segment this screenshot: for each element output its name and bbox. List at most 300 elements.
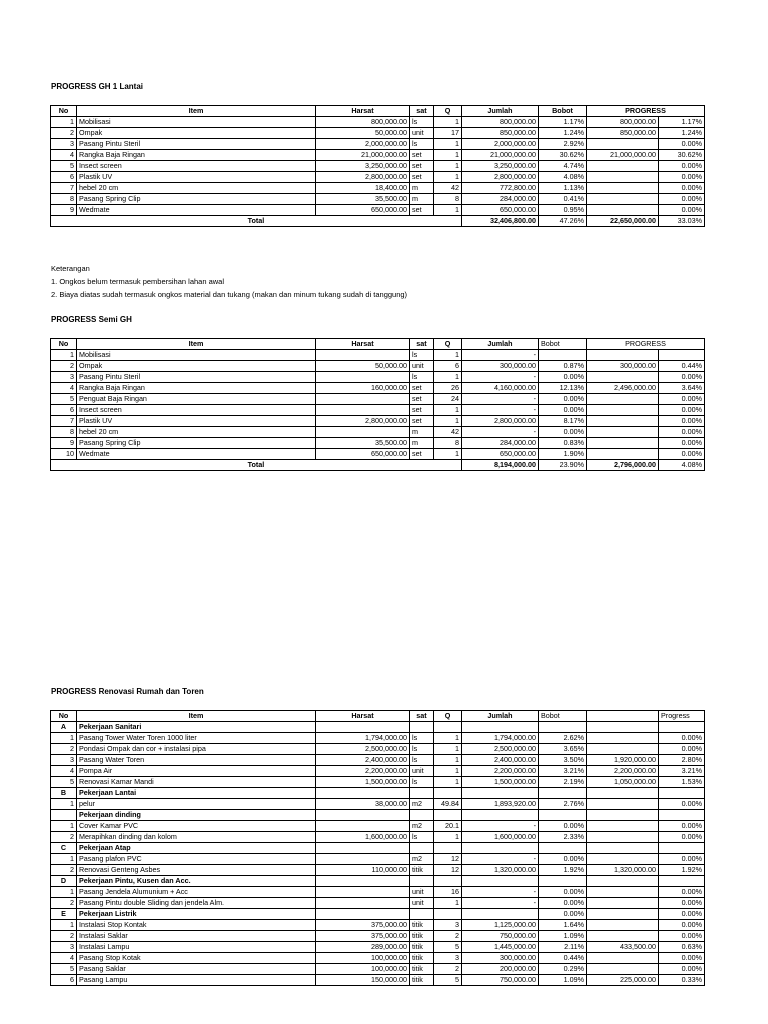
cell-harsat: 35,500.00 [316,438,410,449]
cell-jumlah: - [462,405,539,416]
cell-progress-pct [659,876,705,887]
cell-no: 1 [51,854,77,865]
cell-jumlah: 1,794,000.00 [462,733,539,744]
cell-harsat: 2,800,000.00 [316,416,410,427]
cell-q: 42 [434,427,462,438]
header-harsat: Harsat [316,339,410,350]
cell-no: 2 [51,898,77,909]
cell-harsat [316,854,410,865]
cell-q: 20.1 [434,821,462,832]
cell-bobot: 12.13% [539,383,587,394]
cell-bobot: 0.00% [539,427,587,438]
cell-sat: set [410,172,434,183]
cell-sat [410,909,434,920]
table-row [51,975,705,986]
cell-no: 5 [51,161,77,172]
cell-jumlah [462,876,539,887]
cell-progress-amount [587,909,659,920]
table-row [51,898,705,909]
cell-sat: set [410,405,434,416]
table-row [51,854,705,865]
cell-progress-pct [659,350,705,361]
header-jumlah: Jumlah [462,711,539,722]
cell-q: 1 [434,744,462,755]
cell-progress-pct: 1.92% [659,865,705,876]
cell-item: Pasang Pintu Steril [77,139,316,150]
cell-sat: unit [410,361,434,372]
cell-harsat: 21,000,000.00 [316,150,410,161]
total-bobot: 23.90% [539,460,587,471]
cell-progress-amount [587,405,659,416]
cell-harsat: 100,000.00 [316,964,410,975]
cell-harsat [316,405,410,416]
cell-no: 6 [51,975,77,986]
cell-sat: ls [410,832,434,843]
table-row [51,865,705,876]
cell-item: Merapihkan dinding dan kolom [77,832,316,843]
cell-harsat: 38,000.00 [316,799,410,810]
cell-no: 1 [51,799,77,810]
cell-bobot [539,788,587,799]
cell-no: 4 [51,953,77,964]
table-row [51,383,705,394]
table-row [51,427,705,438]
table-row [51,931,705,942]
cell-jumlah: 1,320,000.00 [462,865,539,876]
cell-q: 17 [434,128,462,139]
reno-table [50,710,705,986]
cell-q: 26 [434,383,462,394]
cell-sat [410,843,434,854]
table-row [51,150,705,161]
cell-jumlah [462,909,539,920]
cell-no: 1 [51,350,77,361]
cell-jumlah: 850,000.00 [462,128,539,139]
cell-q: 1 [434,139,462,150]
cell-harsat: 50,000.00 [316,128,410,139]
cell-q: 16 [434,887,462,898]
cell-harsat [316,372,410,383]
cell-jumlah: 2,400,000.00 [462,755,539,766]
table-row [51,172,705,183]
cell-q: 8 [434,438,462,449]
cell-harsat: 2,000,000.00 [316,139,410,150]
cell-progress-pct: 30.62% [659,150,705,161]
total-pct: 33.03% [659,216,705,227]
cell-q: 1 [434,733,462,744]
cell-harsat: 2,800,000.00 [316,172,410,183]
table-row [51,128,705,139]
cell-bobot: 4.08% [539,172,587,183]
cell-no: 7 [51,416,77,427]
cell-progress-pct: 3.64% [659,383,705,394]
cell-jumlah: - [462,372,539,383]
cell-section-title: Pekerjaan Lantai [77,788,316,799]
cell-jumlah: 2,800,000.00 [462,416,539,427]
cell-sat: titik [410,920,434,931]
cell-item: Instalasi Saklar [77,931,316,942]
header-q: Q [434,711,462,722]
cell-progress-amount: 850,000.00 [587,128,659,139]
cell-q: 12 [434,865,462,876]
cell-progress-amount [587,898,659,909]
cell-jumlah: 2,000,000.00 [462,139,539,150]
cell-item: Instalasi Lampu [77,942,316,953]
cell-no: 1 [51,117,77,128]
table-row [51,799,705,810]
cell-progress-amount [587,810,659,821]
cell-sat: set [410,449,434,460]
cell-sat: ls [410,372,434,383]
cell-item: Pondasi Ompak dan cor + instalasi pipa [77,744,316,755]
cell-sat: ls [410,777,434,788]
header-no: No [51,339,77,350]
cell-progress-amount [587,744,659,755]
cell-progress-pct: 0.00% [659,744,705,755]
cell-jumlah: 300,000.00 [462,361,539,372]
cell-progress-pct: 0.00% [659,909,705,920]
cell-no: 3 [51,372,77,383]
cell-harsat: 1,500,000.00 [316,777,410,788]
header-row [51,106,705,117]
cell-item: Pasang Jendela Alumunium + Acc [77,887,316,898]
cell-bobot: 2.76% [539,799,587,810]
cell-progress-pct: 0.00% [659,183,705,194]
cell-q: 2 [434,931,462,942]
cell-progress-amount [587,139,659,150]
cell-progress-amount [587,799,659,810]
cell-section: E [51,909,77,920]
cell-progress-pct: 0.00% [659,733,705,744]
cell-progress-pct: 3.21% [659,766,705,777]
cell-item: Rangka Baja Ringan [77,150,316,161]
cell-jumlah: 1,600,000.00 [462,832,539,843]
cell-no: 2 [51,832,77,843]
cell-sat: m [410,427,434,438]
cell-section: D [51,876,77,887]
cell-jumlah: - [462,350,539,361]
table-row [51,117,705,128]
cell-jumlah: 2,200,000.00 [462,766,539,777]
section-row [51,810,705,821]
cell-item: Mobilisasi [77,117,316,128]
cell-bobot [539,810,587,821]
header-q: Q [434,339,462,350]
table-row [51,832,705,843]
header-progress: PROGRESS [587,106,705,117]
cell-sat: m2 [410,821,434,832]
cell-jumlah: 1,500,000.00 [462,777,539,788]
cell-q: 1 [434,416,462,427]
cell-progress-amount [587,722,659,733]
cell-progress-pct: 0.00% [659,139,705,150]
header-row [51,711,705,722]
cell-sat: titik [410,975,434,986]
cell-item: Wedmate [77,205,316,216]
cell-sat: titik [410,953,434,964]
table-row [51,755,705,766]
cell-sat: set [410,150,434,161]
cell-sat: set [410,383,434,394]
cell-progress-pct [659,722,705,733]
cell-progress-pct: 0.00% [659,854,705,865]
total-label: Total [51,216,462,227]
cell-no: 7 [51,183,77,194]
cell-sat: ls [410,117,434,128]
cell-progress-pct [659,810,705,821]
header-bobot: Bobot [539,339,587,350]
header-item: Item [77,339,316,350]
cell-bobot [539,722,587,733]
cell-q: 5 [434,975,462,986]
cell-progress-amount: 433,500.00 [587,942,659,953]
cell-progress-amount: 300,000.00 [587,361,659,372]
cell-bobot: 1.13% [539,183,587,194]
cell-q: 2 [434,964,462,975]
cell-q: 5 [434,942,462,953]
table-row [51,766,705,777]
cell-sat: set [410,161,434,172]
cell-progress-amount [587,205,659,216]
semi-table [50,338,705,471]
cell-section-title: Pekerjaan Listrik [77,909,316,920]
cell-sat: titik [410,865,434,876]
cell-item: Insect screen [77,405,316,416]
cell-q: 1 [434,372,462,383]
cell-progress-pct: 0.44% [659,361,705,372]
cell-jumlah [462,788,539,799]
cell-item: Pasang Spring Clip [77,194,316,205]
cell-bobot: 0.00% [539,394,587,405]
cell-item: Instalasi Stop Kontak [77,920,316,931]
cell-harsat: 50,000.00 [316,361,410,372]
cell-item: hebel 20 cm [77,427,316,438]
cell-harsat: 150,000.00 [316,975,410,986]
cell-sat [410,810,434,821]
cell-no: 5 [51,394,77,405]
cell-sat: titik [410,942,434,953]
cell-progress-amount [587,920,659,931]
table-row [51,887,705,898]
cell-progress-pct: 0.00% [659,161,705,172]
total-progress: 22,650,000.00 [587,216,659,227]
header-jumlah: Jumlah [462,339,539,350]
cell-sat: m [410,194,434,205]
cell-item: Plastik UV [77,416,316,427]
cell-jumlah [462,843,539,854]
cell-item: Rangka Baja Ringan [77,383,316,394]
cell-q: 24 [434,394,462,405]
cell-progress-amount [587,733,659,744]
cell-bobot: 0.00% [539,909,587,920]
cell-no: 10 [51,449,77,460]
cell-harsat [316,887,410,898]
cell-section [51,810,77,821]
cell-progress-pct: 0.00% [659,887,705,898]
cell-progress-pct: 0.00% [659,920,705,931]
cell-sat: set [410,416,434,427]
cell-progress-amount [587,876,659,887]
cell-sat: set [410,394,434,405]
header-harsat: Harsat [316,711,410,722]
cell-section: A [51,722,77,733]
cell-no: 1 [51,733,77,744]
reno-title: PROGRESS Renovasi Rumah dan Toren [51,687,204,696]
cell-bobot: 2.33% [539,832,587,843]
cell-bobot: 1.24% [539,128,587,139]
cell-no: 4 [51,150,77,161]
table-row [51,920,705,931]
cell-harsat [316,810,410,821]
cell-harsat: 2,400,000.00 [316,755,410,766]
section-row [51,876,705,887]
cell-progress-pct: 0.00% [659,931,705,942]
cell-progress-pct: 0.00% [659,821,705,832]
cell-progress-amount [587,953,659,964]
cell-section-title: Pekerjaan Atap [77,843,316,854]
cell-jumlah: 772,800.00 [462,183,539,194]
cell-progress-amount: 1,050,000.00 [587,777,659,788]
cell-q: 1 [434,832,462,843]
cell-progress-pct: 1.24% [659,128,705,139]
cell-sat: unit [410,128,434,139]
cell-q [434,843,462,854]
cell-harsat [316,427,410,438]
cell-harsat: 375,000.00 [316,920,410,931]
cell-item: Pasang Pintu Steril [77,372,316,383]
cell-progress-pct: 0.00% [659,172,705,183]
cell-progress-amount [587,416,659,427]
cell-q: 1 [434,172,462,183]
table-row [51,953,705,964]
cell-bobot: 0.00% [539,887,587,898]
cell-progress-amount [587,194,659,205]
cell-q [434,876,462,887]
cell-sat: ls [410,755,434,766]
gh1-table [50,105,705,227]
cell-bobot [539,843,587,854]
cell-jumlah: - [462,887,539,898]
table-row [51,416,705,427]
cell-sat: ls [410,733,434,744]
header-sat: sat [410,339,434,350]
table-row [51,183,705,194]
cell-progress-amount: 2,496,000.00 [587,383,659,394]
cell-section-title: Pekerjaan Sanitari [77,722,316,733]
section-row [51,909,705,920]
cell-progress-amount [587,394,659,405]
cell-progress-pct: 0.00% [659,438,705,449]
cell-progress-amount [587,843,659,854]
cell-q: 1 [434,777,462,788]
cell-progress-pct: 0.33% [659,975,705,986]
table-row [51,350,705,361]
cell-no: 9 [51,205,77,216]
cell-sat: m2 [410,854,434,865]
cell-q [434,810,462,821]
cell-progress-pct: 0.00% [659,832,705,843]
total-jumlah: 8,194,000.00 [462,460,539,471]
cell-item: Pasang Pintu double Sliding dan jendela Alm. [77,898,316,909]
cell-sat: titik [410,964,434,975]
cell-jumlah: 2,800,000.00 [462,172,539,183]
cell-progress-pct: 0.00% [659,449,705,460]
cell-q: 1 [434,449,462,460]
cell-section: B [51,788,77,799]
cell-q: 1 [434,766,462,777]
cell-item: Penguat Baja Ringan [77,394,316,405]
cell-q: 1 [434,150,462,161]
cell-progress-amount: 1,320,000.00 [587,865,659,876]
cell-progress-amount [587,964,659,975]
cell-item: Pasang Stop Kotak [77,953,316,964]
cell-no: 6 [51,405,77,416]
cell-harsat: 1,600,000.00 [316,832,410,843]
cell-sat: titik [410,931,434,942]
cell-no: 9 [51,438,77,449]
cell-harsat: 160,000.00 [316,383,410,394]
cell-sat: unit [410,766,434,777]
cell-jumlah [462,810,539,821]
cell-jumlah: - [462,394,539,405]
cell-item: Renovasi Genteng Asbes [77,865,316,876]
cell-item: Cover Kamar PVC [77,821,316,832]
cell-item: Pasang Tower Water Toren 1000 liter [77,733,316,744]
cell-q: 1 [434,161,462,172]
cell-bobot: 0.95% [539,205,587,216]
cell-jumlah: 21,000,000.00 [462,150,539,161]
cell-no: 6 [51,172,77,183]
cell-q: 6 [434,361,462,372]
cell-harsat [316,350,410,361]
cell-q: 1 [434,755,462,766]
notes-line-2: 2. Biaya diatas sudah termasuk ongkos material dan tukang (makan dan minum tukang sudah di tanggung) [51,290,408,299]
cell-bobot: 2.92% [539,139,587,150]
cell-harsat: 100,000.00 [316,953,410,964]
cell-item: Pasang Spring Clip [77,438,316,449]
cell-bobot: 0.83% [539,438,587,449]
cell-progress-pct: 0.00% [659,799,705,810]
cell-progress-amount [587,350,659,361]
cell-sat: unit [410,887,434,898]
cell-progress-amount [587,887,659,898]
header-item: Item [77,711,316,722]
cell-bobot: 8.17% [539,416,587,427]
total-bobot: 47.26% [539,216,587,227]
header-no: No [51,106,77,117]
total-progress: 2,796,000.00 [587,460,659,471]
cell-no: 8 [51,427,77,438]
cell-no: 8 [51,194,77,205]
header-harsat: Harsat [316,106,410,117]
cell-jumlah: - [462,854,539,865]
cell-no: 3 [51,942,77,953]
cell-harsat: 375,000.00 [316,931,410,942]
table-row [51,372,705,383]
cell-progress-pct: 0.00% [659,416,705,427]
cell-jumlah: 650,000.00 [462,205,539,216]
cell-no: 3 [51,139,77,150]
cell-progress-amount [587,172,659,183]
cell-jumlah: 200,000.00 [462,964,539,975]
total-row [51,216,705,227]
cell-progress-amount [587,161,659,172]
cell-no: 4 [51,383,77,394]
table-row [51,964,705,975]
cell-harsat [316,898,410,909]
header-bobot: Bobot [539,106,587,117]
cell-bobot: 0.44% [539,953,587,964]
